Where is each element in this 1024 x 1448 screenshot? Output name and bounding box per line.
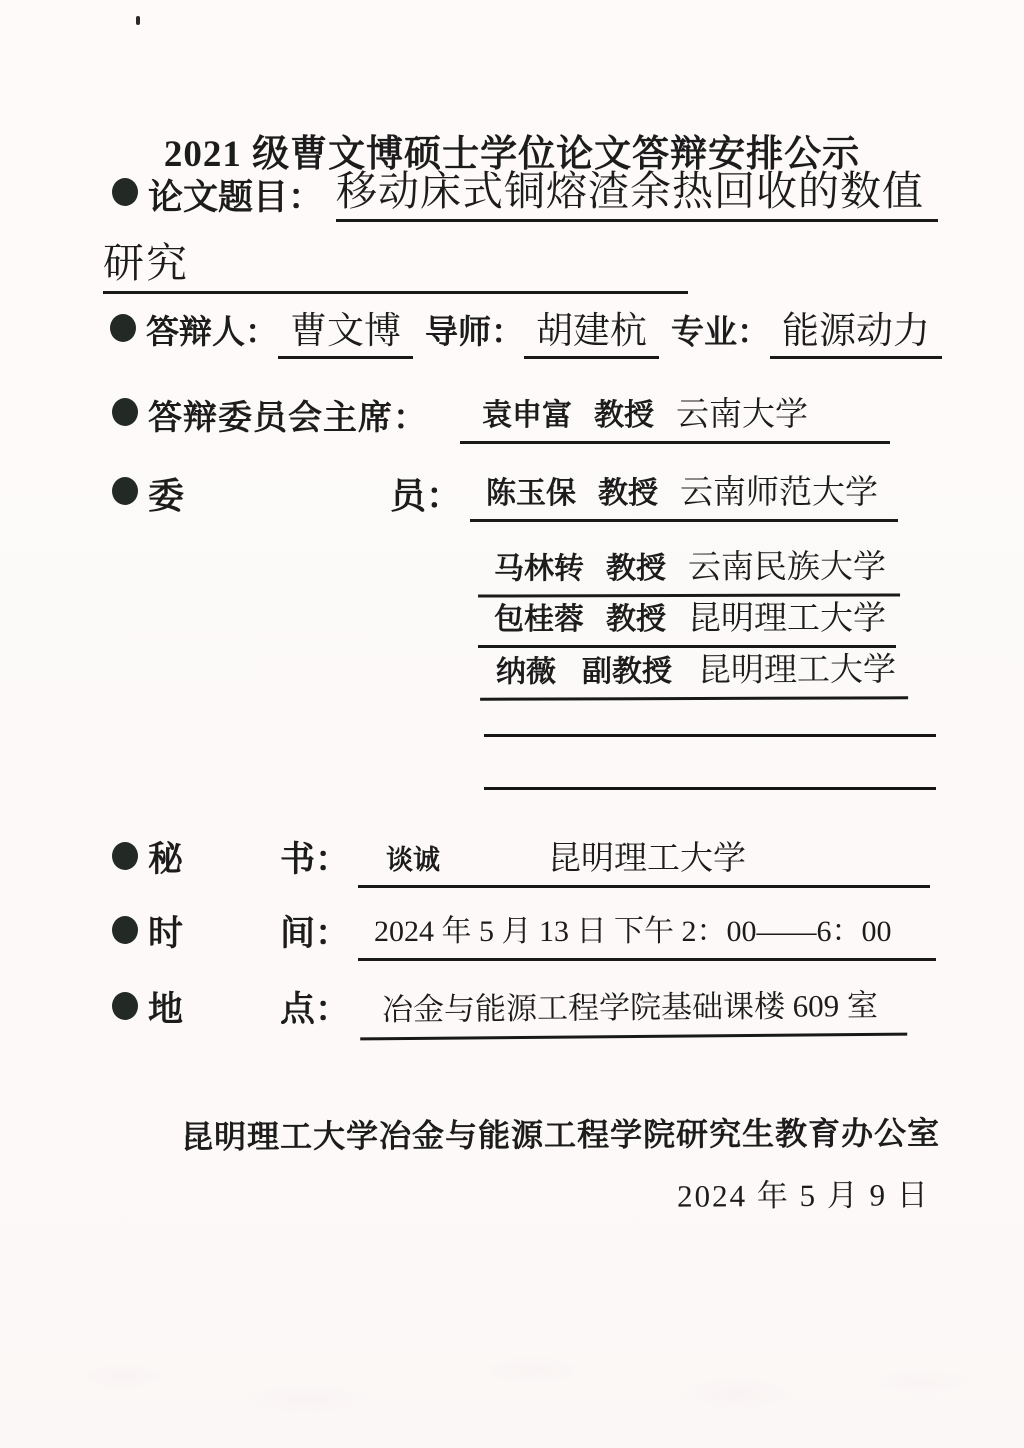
advisor-label: 导师： (425, 315, 524, 351)
empty-member-line (484, 787, 936, 790)
chair-label: 答辩委员会主席： (148, 400, 428, 437)
scan-speck (136, 16, 140, 25)
bullet-icon (110, 314, 136, 342)
secretary-label-left: 秘 (148, 840, 184, 879)
secretary-university: 昆明理工大学 (548, 841, 746, 877)
member-row (478, 592, 896, 648)
thesis-title-line2: 研究 (103, 230, 688, 294)
bullet-icon (112, 842, 138, 870)
member-name: 马林转 (493, 552, 585, 586)
member-title: 副教授 (581, 655, 673, 689)
chair-name: 袁申富 (482, 399, 572, 432)
time-label (148, 906, 350, 956)
defender-name: 曹文博 (278, 300, 413, 359)
thesis-title-line1: 移动床式铜熔渣余热回收的数值 (336, 158, 938, 222)
secretary-row (358, 832, 930, 888)
advisor-name: 胡建杭 (524, 300, 659, 359)
time-label-right: 间： (279, 914, 350, 953)
chair-row (460, 388, 890, 444)
member-title: 教授 (605, 552, 667, 586)
footer-date: 2024 年 5 月 9 日 (677, 1177, 931, 1214)
bullet-icon (112, 398, 138, 426)
member-university: 昆明理工大学 (697, 652, 897, 689)
member-label (148, 468, 462, 519)
member-name: 陈玉保 (486, 477, 576, 510)
time-value: 2024 年 5 月 13 日 下午 2：00——6：00 (358, 906, 936, 961)
scan-bleed-texture (0, 1328, 1024, 1448)
secretary-label-right: 书： (279, 840, 350, 879)
place-label (148, 982, 350, 1032)
chair-university: 云南大学 (676, 397, 808, 433)
bullet-icon (112, 178, 138, 206)
place-label-left: 地 (148, 990, 184, 1029)
bullet-icon (112, 916, 138, 944)
footer-office: 昆明理工大学冶金与能源工程学院研究生教育办公室 (180, 1115, 941, 1155)
member-row (470, 466, 898, 522)
secretary-name: 谈诚 (386, 845, 440, 875)
member-label-left: 委 (148, 476, 185, 516)
empty-member-line (484, 734, 936, 737)
secretary-label (148, 832, 350, 882)
member-row (480, 643, 908, 700)
place-value: 冶金与能源工程学院基础课楼 609 室 (360, 980, 907, 1041)
member-university: 云南民族大学 (687, 549, 887, 587)
major-name: 能源动力 (770, 300, 942, 359)
member-name: 包桂蓉 (494, 603, 584, 636)
thesis-title-label: 论文题目： (148, 178, 324, 217)
defender-label: 答辩人： (146, 315, 278, 351)
defender-row (146, 300, 942, 359)
member-label-right: 员： (389, 476, 462, 516)
place-label-right: 点： (279, 990, 350, 1029)
member-title: 教授 (598, 477, 658, 510)
member-name: 纳薇 (495, 655, 557, 689)
member-title: 教授 (606, 603, 666, 636)
bullet-icon (112, 477, 138, 505)
major-label: 专业： (671, 315, 770, 351)
page-title: 2021 级曹文博硕士学位论文答辩安排公示 (163, 133, 861, 175)
member-university: 云南师范大学 (680, 475, 878, 511)
chair-title: 教授 (594, 399, 654, 432)
member-university: 昆明理工大学 (688, 601, 886, 637)
time-label-left: 时 (148, 914, 184, 953)
member-row (478, 540, 900, 597)
bullet-icon (112, 992, 138, 1020)
